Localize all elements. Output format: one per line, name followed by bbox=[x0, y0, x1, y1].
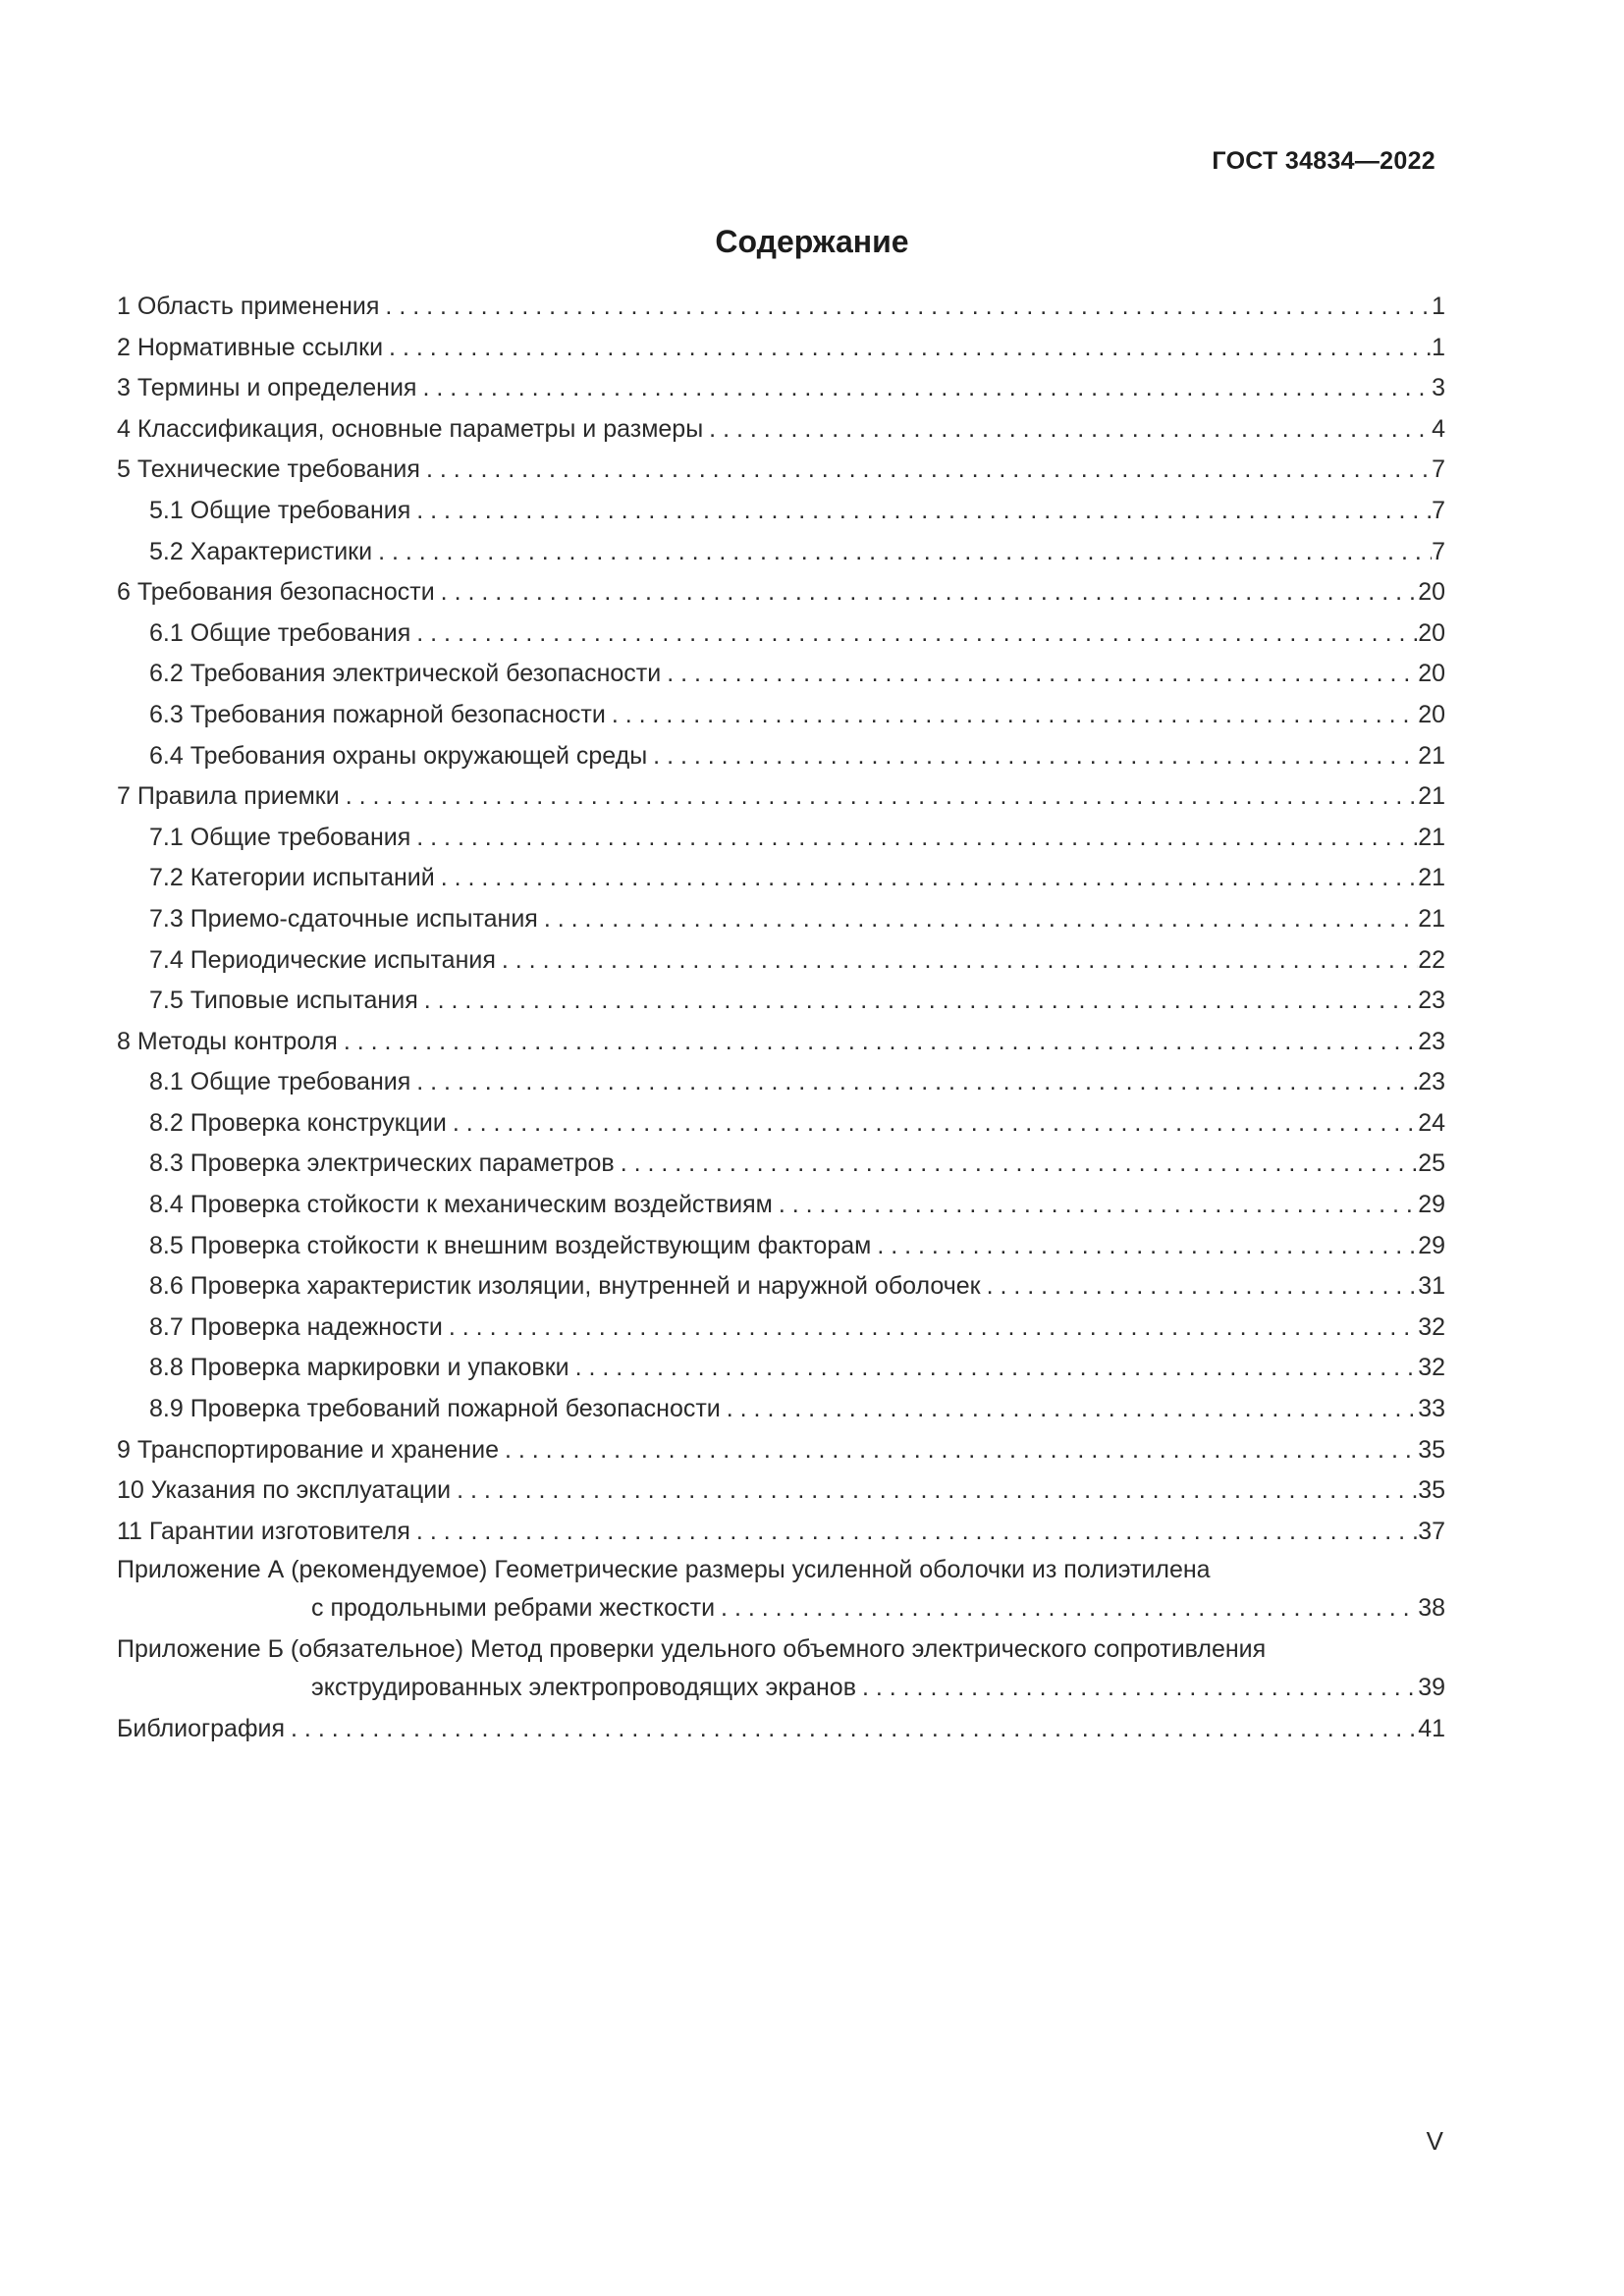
toc-leader bbox=[383, 328, 1432, 369]
toc-entry-7-4[interactable] bbox=[117, 940, 1445, 982]
toc-label: 6.1 Общие требования bbox=[149, 618, 411, 647]
toc-leader bbox=[499, 1430, 1418, 1471]
toc-leader bbox=[615, 1144, 1419, 1185]
toc-page: 20 bbox=[1418, 660, 1445, 688]
toc-leader bbox=[372, 532, 1432, 573]
toc-page: 25 bbox=[1418, 1149, 1445, 1178]
toc-leader bbox=[773, 1185, 1418, 1226]
toc-label: 6.3 Требования пожарной безопасности bbox=[149, 700, 606, 728]
toc-entry-appendix-b[interactable] bbox=[117, 1631, 1445, 1709]
toc-leader bbox=[856, 1668, 1418, 1709]
toc-label-line2: экструдированных электропроводящих экранов bbox=[311, 1674, 856, 1701]
toc-leader bbox=[340, 776, 1418, 818]
toc-page: 32 bbox=[1418, 1354, 1445, 1382]
toc-label: 8.8 Проверка маркировки и упаковки bbox=[149, 1354, 569, 1382]
toc-label: 8.4 Проверка стойкости к механическим воздействиям bbox=[149, 1191, 773, 1219]
toc-entry-8-4[interactable] bbox=[117, 1185, 1445, 1226]
toc-label: 9 Транспортирование и хранение bbox=[117, 1435, 499, 1464]
toc-entry-11[interactable] bbox=[117, 1512, 1445, 1553]
toc-page: 29 bbox=[1418, 1191, 1445, 1219]
toc-leader bbox=[451, 1470, 1418, 1512]
toc-page: 24 bbox=[1418, 1108, 1445, 1137]
toc-page: 20 bbox=[1418, 618, 1445, 647]
toc-entry-7-3[interactable] bbox=[117, 899, 1445, 940]
toc-entry-8-6[interactable] bbox=[117, 1266, 1445, 1308]
toc-label: 8.7 Проверка надежности bbox=[149, 1312, 443, 1341]
toc-leader bbox=[715, 1588, 1418, 1629]
toc-label-line1: Приложение А (рекомендуемое) Геометрические размеры усиленной оболочки из полиэтилена bbox=[117, 1556, 1211, 1584]
toc-leader bbox=[416, 368, 1432, 409]
toc-label-line2: с продольными ребрами жесткости bbox=[311, 1594, 716, 1623]
toc-leader bbox=[721, 1389, 1418, 1430]
toc-leader bbox=[379, 287, 1432, 328]
toc-page: 21 bbox=[1418, 741, 1445, 770]
toc-page: 21 bbox=[1418, 864, 1445, 892]
toc-label: 6 Требования безопасности bbox=[117, 578, 435, 607]
toc-page: 7 bbox=[1432, 537, 1445, 565]
toc-label: 7.5 Типовые испытания bbox=[149, 987, 418, 1015]
toc-page: 4 bbox=[1432, 414, 1445, 443]
toc-entry-5-1[interactable] bbox=[117, 491, 1445, 532]
toc-leader bbox=[606, 695, 1418, 736]
toc-leader bbox=[410, 614, 1418, 655]
toc-entry-8-5[interactable] bbox=[117, 1226, 1445, 1267]
toc-entry-6-2[interactable] bbox=[117, 654, 1445, 695]
toc-page: 23 bbox=[1418, 1027, 1445, 1055]
toc-label: 11 Гарантии изготовителя bbox=[117, 1517, 410, 1545]
toc-entry-6[interactable] bbox=[117, 572, 1445, 614]
toc-page: 32 bbox=[1418, 1312, 1445, 1341]
toc-page: 38 bbox=[1418, 1594, 1445, 1623]
toc-leader bbox=[435, 858, 1418, 899]
toc-leader bbox=[410, 818, 1418, 859]
toc-label: Библиография bbox=[117, 1714, 286, 1742]
toc-entry-3[interactable] bbox=[117, 368, 1445, 409]
toc-leader bbox=[285, 1709, 1418, 1750]
toc-leader bbox=[538, 899, 1418, 940]
page-title: Содержание bbox=[715, 224, 909, 259]
toc-leader bbox=[410, 1512, 1418, 1553]
toc-label: 8.2 Проверка конструкции bbox=[149, 1108, 447, 1137]
toc-page: 33 bbox=[1418, 1395, 1445, 1423]
toc-page: 21 bbox=[1418, 904, 1445, 933]
toc-page: 23 bbox=[1418, 1068, 1445, 1096]
toc-entry-6-3[interactable] bbox=[117, 695, 1445, 736]
toc-leader bbox=[569, 1348, 1419, 1389]
toc-page: 35 bbox=[1418, 1435, 1445, 1464]
toc-page: 31 bbox=[1418, 1272, 1445, 1301]
toc-label: 8.3 Проверка электрических параметров bbox=[149, 1149, 615, 1178]
toc-entry-9[interactable] bbox=[117, 1430, 1445, 1471]
toc-page: 20 bbox=[1418, 700, 1445, 728]
toc-leader bbox=[871, 1226, 1418, 1267]
toc-leader bbox=[410, 1062, 1418, 1103]
toc-leader bbox=[443, 1308, 1418, 1349]
toc-leader bbox=[703, 409, 1432, 451]
toc-page: 37 bbox=[1418, 1517, 1445, 1545]
toc-label: 5.1 Общие требования bbox=[149, 496, 411, 524]
toc-leader bbox=[981, 1266, 1419, 1308]
toc-label: 6.4 Требования охраны окружающей среды bbox=[149, 741, 648, 770]
toc-entry-appendix-a[interactable] bbox=[117, 1552, 1445, 1629]
toc-entry-7-5[interactable] bbox=[117, 981, 1445, 1022]
toc-label: 5.2 Характеристики bbox=[149, 537, 373, 565]
toc-page: 7 bbox=[1432, 455, 1445, 484]
toc-entry-7-2[interactable] bbox=[117, 858, 1445, 899]
toc-leader bbox=[338, 1022, 1418, 1063]
toc-label: 8.9 Проверка требований пожарной безопасности bbox=[149, 1395, 721, 1423]
toc-page: 23 bbox=[1418, 987, 1445, 1015]
toc-label-line1: Приложение Б (обязательное) Метод проверки удельного объемного электрического сопротивления bbox=[117, 1635, 1267, 1663]
toc-entry-2[interactable] bbox=[117, 328, 1445, 369]
toc-entry-8-3[interactable] bbox=[117, 1144, 1445, 1185]
toc-leader bbox=[661, 654, 1418, 695]
table-of-contents bbox=[117, 287, 1445, 1749]
toc-label: 8.1 Общие требования bbox=[149, 1068, 411, 1096]
toc-leader bbox=[410, 491, 1432, 532]
toc-label: 8 Методы контроля bbox=[117, 1027, 338, 1055]
toc-page: 22 bbox=[1418, 945, 1445, 974]
toc-entry-5[interactable] bbox=[117, 450, 1445, 491]
toc-leader bbox=[435, 572, 1419, 614]
toc-leader bbox=[420, 450, 1432, 491]
toc-label: 3 Термины и определения bbox=[117, 374, 417, 402]
document-designation: ГОСТ 34834—2022 bbox=[1212, 147, 1435, 175]
toc-entry-6-1[interactable] bbox=[117, 614, 1445, 655]
toc-label: 8.5 Проверка стойкости к внешним воздействующим факторам bbox=[149, 1231, 872, 1259]
toc-entry-bibliography[interactable] bbox=[117, 1709, 1445, 1750]
toc-entry-7[interactable] bbox=[117, 776, 1445, 818]
toc-entry-8[interactable] bbox=[117, 1022, 1445, 1063]
toc-label: 7.3 Приемо-сдаточные испытания bbox=[149, 904, 538, 933]
toc-entry-8-1[interactable] bbox=[117, 1062, 1445, 1103]
toc-entry-7-1[interactable] bbox=[117, 818, 1445, 859]
toc-label: 10 Указания по эксплуатации bbox=[117, 1476, 452, 1505]
toc-entry-8-2[interactable] bbox=[117, 1103, 1445, 1145]
toc-page: 7 bbox=[1432, 496, 1445, 524]
toc-entry-4[interactable] bbox=[117, 409, 1445, 451]
toc-label: 8.6 Проверка характеристик изоляции, внутренней и наружной оболочек bbox=[149, 1272, 981, 1301]
toc-entry-8-7[interactable] bbox=[117, 1308, 1445, 1349]
toc-page: 1 bbox=[1432, 333, 1445, 361]
toc-leader bbox=[647, 736, 1418, 777]
toc-label: 1 Область применения bbox=[117, 293, 380, 320]
toc-page: 21 bbox=[1418, 823, 1445, 851]
toc-label: 7 Правила приемки bbox=[117, 782, 340, 811]
toc-entry-6-4[interactable] bbox=[117, 736, 1445, 777]
toc-leader bbox=[496, 940, 1418, 982]
toc-entry-8-9[interactable] bbox=[117, 1389, 1445, 1430]
toc-leader bbox=[447, 1103, 1418, 1145]
toc-page: 21 bbox=[1418, 782, 1445, 811]
toc-label: 6.2 Требования электрической безопасности bbox=[149, 660, 662, 688]
toc-label: 7.1 Общие требования bbox=[149, 823, 411, 851]
page-number: V bbox=[1426, 2126, 1443, 2156]
toc-entry-8-8[interactable] bbox=[117, 1348, 1445, 1389]
toc-page: 20 bbox=[1418, 578, 1445, 607]
toc-entry-5-2[interactable] bbox=[117, 532, 1445, 573]
toc-entry-10[interactable] bbox=[117, 1470, 1445, 1512]
toc-label: 7.4 Периодические испытания bbox=[149, 945, 496, 974]
toc-page: 41 bbox=[1418, 1714, 1445, 1742]
toc-label: 7.2 Категории испытаний bbox=[149, 864, 435, 892]
toc-page: 3 bbox=[1432, 374, 1445, 402]
toc-label: 4 Классификация, основные параметры и размеры bbox=[117, 414, 704, 443]
toc-page: 1 bbox=[1432, 293, 1445, 320]
toc-label: 5 Технические требования bbox=[117, 455, 420, 484]
toc-label: 2 Нормативные ссылки bbox=[117, 333, 384, 361]
toc-page: 35 bbox=[1418, 1476, 1445, 1505]
toc-page: 29 bbox=[1418, 1231, 1445, 1259]
toc-entry-1[interactable] bbox=[117, 287, 1445, 328]
toc-leader bbox=[418, 981, 1418, 1022]
toc-page: 39 bbox=[1418, 1674, 1445, 1701]
